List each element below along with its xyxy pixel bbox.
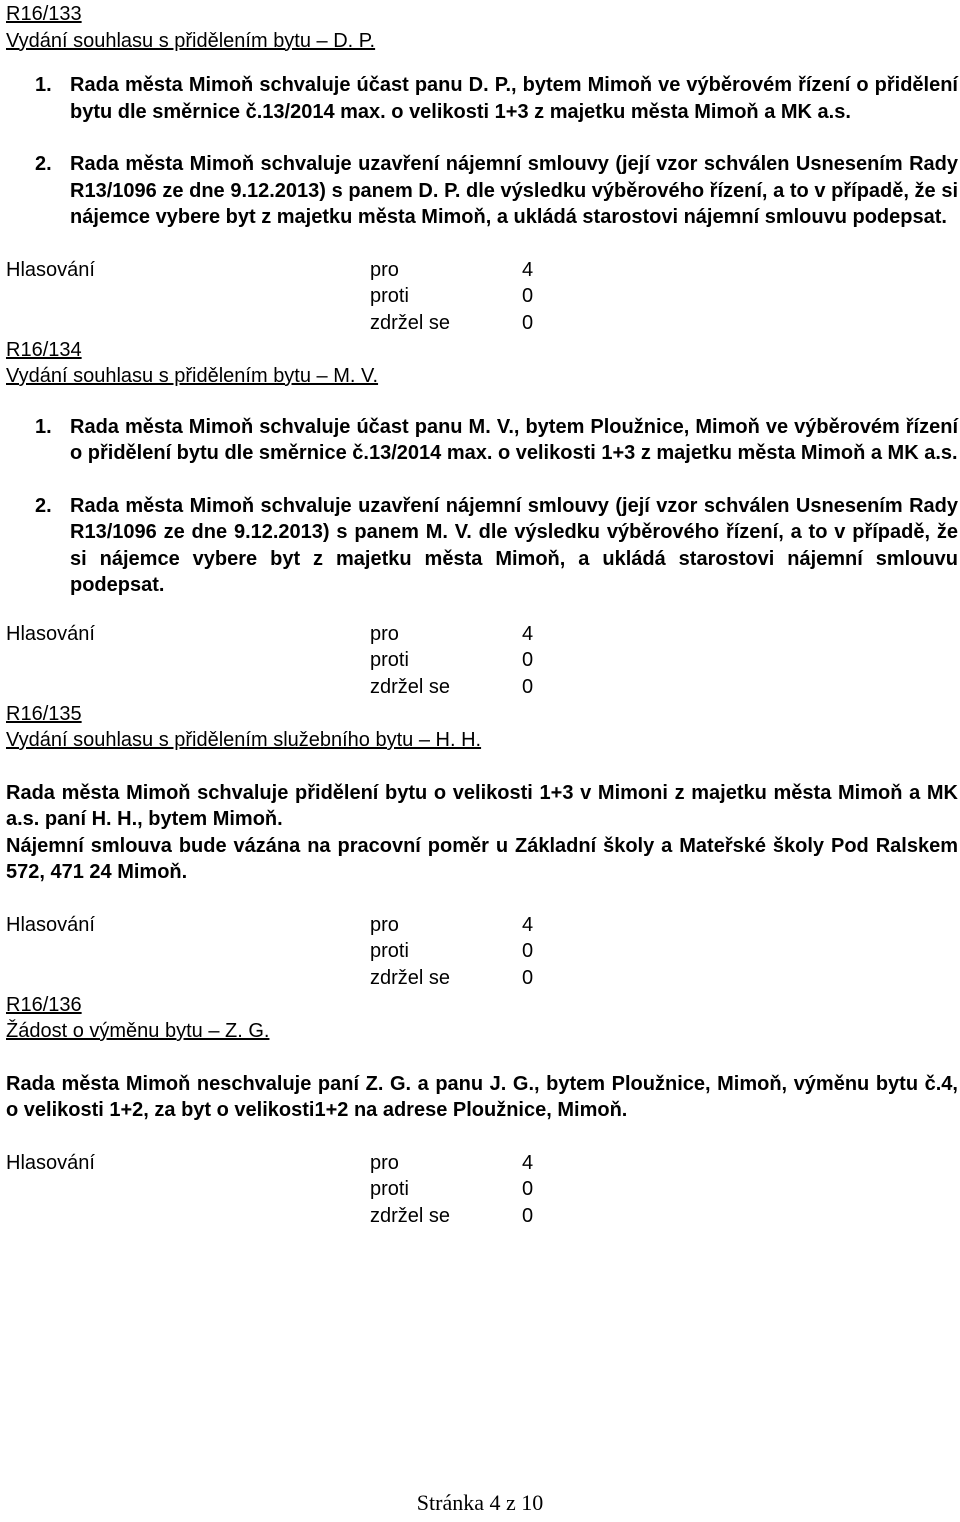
vote-pro-value: 4 <box>522 1151 534 1174</box>
vote-proti-label: proti <box>370 940 409 962</box>
vote-proti-label: proti <box>370 1178 409 1200</box>
vote-zdrzel-label: zdržel se <box>370 966 451 989</box>
resolution-text <box>6 780 958 886</box>
section-r16-135-header <box>6 701 958 754</box>
resolution-item <box>6 151 958 231</box>
vote-zdrzel-value: 0 <box>522 966 534 989</box>
section-code: R16/133 <box>6 3 82 25</box>
item-text: Rada města Mimoň schvaluje účast panu D. P., bytem Mimoň ve výběrovém řízení o přidělení bytu dle směrnice č.13/2014 max. o velikosti 1+3 z majetku města Mimoň a MK a.s. <box>70 74 958 123</box>
resolution-item <box>6 493 958 599</box>
vote-pro-row <box>370 621 570 648</box>
vote-zdrzel-value: 0 <box>522 675 534 698</box>
vote-proti-value: 0 <box>522 940 534 962</box>
vote-proti-value: 0 <box>522 649 534 671</box>
vote-pro-label: pro <box>370 622 399 645</box>
vote-proti-row <box>370 647 570 674</box>
vote-pro-label: pro <box>370 258 399 281</box>
section-title: Vydání souhlasu s přidělením bytu – D. P. <box>6 29 376 52</box>
vote-label: Hlasování <box>6 913 95 936</box>
resolution-list <box>6 414 958 599</box>
item-number: 2. <box>35 494 52 517</box>
resolution-list <box>6 72 958 231</box>
vote-zdrzel-value: 0 <box>522 1204 534 1227</box>
resolution-paragraph: Rada města Mimoň neschvaluje paní Z. G. a panu J. G., bytem Ploužnice, Mimoň, výměnu bytu č.4, o velikosti 1+2, za byt o velikosti1+2 na adrese Ploužnice, Mimoň. <box>6 1072 958 1121</box>
vote-proti-label: proti <box>370 285 409 307</box>
vote-zdrzel-row <box>370 674 570 701</box>
vote-zdrzel-row <box>370 965 570 992</box>
section-title: Vydání souhlasu s přidělením bytu – M. V. <box>6 365 379 387</box>
item-number: 2. <box>35 153 52 175</box>
item-number: 1. <box>35 74 52 96</box>
resolution-item <box>6 414 958 467</box>
section-code: R16/134 <box>6 338 82 361</box>
section-r16-134-header <box>6 337 958 390</box>
vote-proti-row <box>370 938 570 965</box>
resolution-item <box>6 72 958 125</box>
vote-pro-row <box>370 912 570 939</box>
item-number: 1. <box>35 415 52 438</box>
vote-zdrzel-label: zdržel se <box>370 675 451 698</box>
vote-zdrzel-row <box>370 1203 570 1230</box>
document-body <box>6 0 958 1230</box>
vote-zdrzel-value: 0 <box>522 311 534 334</box>
vote-pro-row <box>370 257 570 284</box>
vote-pro-label: pro <box>370 913 399 936</box>
vote-zdrzel-label: zdržel se <box>370 1204 451 1227</box>
vote-block <box>6 257 958 337</box>
vote-block <box>6 1150 958 1230</box>
resolution-text <box>6 1071 958 1124</box>
item-text: Rada města Mimoň schvaluje účast panu M. V., bytem Ploužnice, Mimoň ve výběrovém řízení o přidělení bytu dle směrnice č.13/2014 max. o velikosti 1+3 z majetku města Mimoň a MK a.s. <box>70 415 958 464</box>
section-title: Vydání souhlasu s přidělením služebního bytu – H. H. <box>6 729 482 751</box>
page-number-footer: Stránka 4 z 10 <box>416 1490 544 1515</box>
vote-proti-value: 0 <box>522 285 534 307</box>
vote-block <box>6 621 958 701</box>
vote-zdrzel-row <box>370 310 570 337</box>
vote-proti-row <box>370 283 570 310</box>
vote-label: Hlasování <box>6 622 95 645</box>
vote-proti-row <box>370 1176 570 1203</box>
vote-proti-value: 0 <box>522 1178 534 1200</box>
section-code: R16/136 <box>6 993 82 1016</box>
vote-pro-value: 4 <box>522 622 534 645</box>
resolution-paragraph: Rada města Mimoň schvaluje přidělení bytu o velikosti 1+3 v Mimoni z majetku města Mimoň a MK a.s. paní H. H., bytem Mimoň. <box>6 781 958 830</box>
section-code: R16/135 <box>6 702 82 725</box>
vote-pro-row <box>370 1150 570 1177</box>
vote-pro-value: 4 <box>522 913 534 936</box>
vote-proti-label: proti <box>370 649 409 671</box>
item-text: Rada města Mimoň schvaluje uzavření nájemní smlouvy (její vzor schválen Usnesením Rady R13/1096 ze dne 9.12.2013) s panem M. V. dle výsledku výběrového řízení, a to v případě, že si nájemce vybere byt z majetku města Mimoň, a ukládá starostovi nájemní smlouvu podepsat. <box>70 494 958 596</box>
vote-label: Hlasování <box>6 258 95 281</box>
item-text: Rada města Mimoň schvaluje uzavření nájemní smlouvy (její vzor schválen Usnesením Rady R13/1096 ze dne 9.12.2013) s panem D. P. dle výsledku výběrového řízení, a to v případě, že si nájemce vybere byt z majetku města Mimoň, a ukládá starostovi nájemní smlouvu podepsat. <box>70 153 958 228</box>
vote-block <box>6 912 958 992</box>
section-r16-136-header <box>6 992 958 1045</box>
vote-label: Hlasování <box>6 1151 95 1174</box>
resolution-paragraph: Nájemní smlouva bude vázána na pracovní poměr u Základní školy a Mateřské školy Pod Ralskem 572, 471 24 Mimoň. <box>6 834 958 883</box>
section-r16-133-header <box>6 0 958 54</box>
vote-zdrzel-label: zdržel se <box>370 311 451 334</box>
vote-pro-label: pro <box>370 1151 399 1174</box>
vote-pro-value: 4 <box>522 258 534 281</box>
section-title: Žádost o výměnu bytu – Z. G. <box>6 1020 270 1042</box>
